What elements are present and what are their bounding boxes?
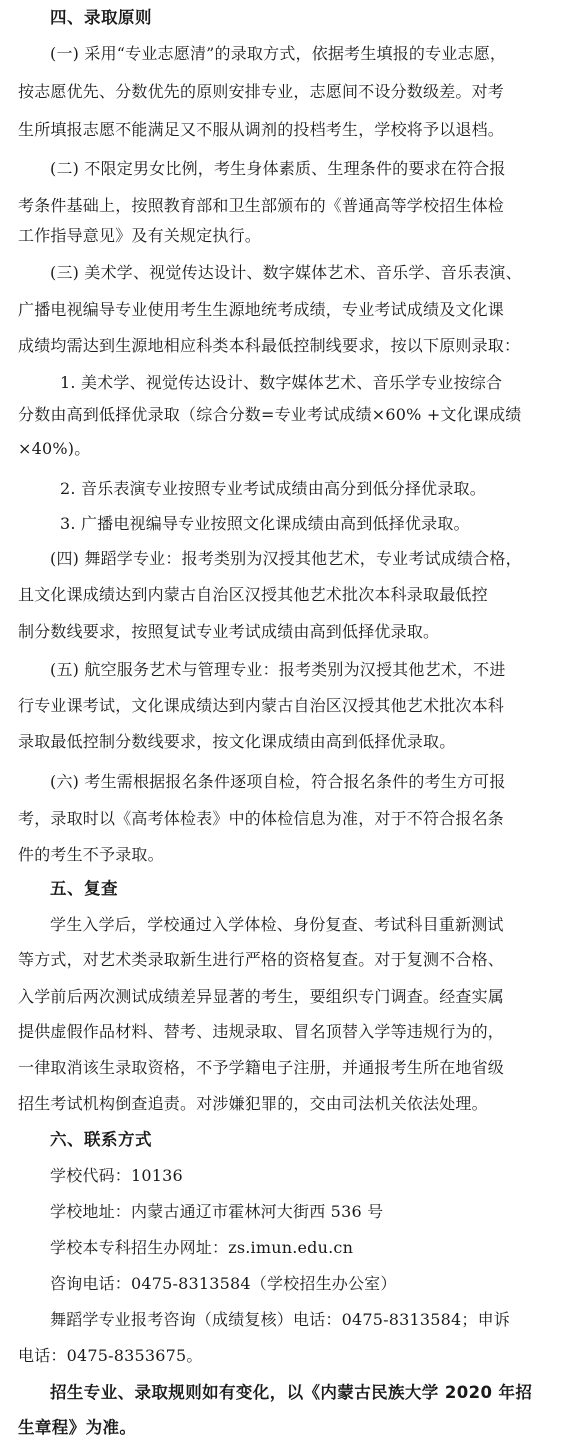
contact-dance-line2: 电话：0475-8353675。 [18,1346,203,1365]
closing-note-line2: 生章程》为准。 [18,1418,137,1437]
section4-para4-line2: 且文化课成绩达到内蒙古自治区汉授其他艺术批次本科录取最低控 [18,585,488,604]
section4-para3-line2: 广播电视编导专业使用考生生源地统考成绩，专业考试成绩及文化课 [18,300,505,319]
section4-item3: 3. 广播电视编导专业按照文化课成绩由高到低择优录取。 [60,514,470,533]
closing-note-line1: 招生专业、录取规则如有变化，以《内蒙古民族大学 2020 年招 [50,1383,533,1402]
section4-heading: 四、录取原则 [50,8,152,27]
contact-school-code: 学校代码：10136 [50,1166,183,1185]
section4-para6-line2: 考，录取时以《高考体检表》中的体检信息为准，对于不符合报名条 [18,809,505,828]
section5-line4: 提供虚假作品材料、替考、违规录取、冒名顶替入学等违规行为的， [18,1022,505,1041]
section4-para6-line3: 件的考生不予录取。 [18,845,164,864]
section4-para5-line2: 行专业课考试，文化课成绩达到内蒙古自治区汉授其他艺术批次本科 [18,696,505,715]
section4-para1-line2: 按志愿优先、分数优先的原则安排专业，志愿间不设分数级差。对考 [18,82,505,101]
section4-item1-line1: 1. 美术学、视觉传达设计、数字媒体艺术、音乐学专业按综合 [60,373,503,392]
contact-address: 学校地址：内蒙古通辽市霍林河大街西 536 号 [50,1202,384,1221]
section4-para2-line3: 工作指导意见》及有关规定执行。 [18,226,262,245]
section4-para1-line1: (一) 采用“专业志愿清”的录取方式，依据考生填报的专业志愿， [50,44,507,63]
section4-item1-line2: 分数由高到低择优录取（综合分数=专业考试成绩×60% +文化课成绩 [18,405,522,424]
section4-para4-line1: (四) 舞蹈学专业：报考类别为汉授其他艺术，专业考试成绩合格， [50,549,522,568]
contact-website: 学校本专科招生办网址：zs.imun.edu.cn [50,1238,354,1257]
section4-item2: 2. 音乐表演专业按照专业考试成绩由高分到低分择优录取。 [60,479,486,498]
section5-heading: 五、复查 [50,879,118,898]
section4-para3-line1: (三) 美术学、视觉传达设计、数字媒体艺术、音乐学、音乐表演、 [50,263,522,282]
section4-para2-line1: (二) 不限定男女比例，考生身体素质、生理条件的要求在符合报 [50,159,506,178]
section5-line6: 招生考试机构倒查追责。对涉嫌犯罪的，交由司法机关依法处理。 [18,1094,488,1113]
section4-para4-line3: 制分数线要求，按照复试专业考试成绩由高到低择优录取。 [18,622,440,641]
section4-para6-line1: (六) 考生需根据报名条件逐项自检，符合报名条件的考生方可报 [50,772,506,791]
section4-para2-line2: 考条件基础上，按照教育部和卫生部颁布的《普通高等学校招生体检 [18,196,505,215]
section5-line2: 等方式，对艺术类录取新生进行严格的资格复查。对于复测不合格、 [18,950,505,969]
section5-line3: 入学前后两次测试成绩差异显著的考生，要组织专门调查。经查实属 [18,987,505,1006]
section6-heading: 六、联系方式 [50,1130,152,1149]
section4-para5-line1: (五) 航空服务艺术与管理专业：报考类别为汉授其他艺术，不进 [50,660,506,679]
section5-line1: 学生入学后，学校通过入学体检、身份复查、考试科目重新测试 [50,915,504,934]
section4-item1-line3: ×40%)。 [18,439,91,458]
contact-phone: 咨询电话：0475-8313584（学校招生办公室） [50,1274,397,1293]
section4-para3-line3: 成绩均需达到生源地相应科类本科最低控制线要求，按以下原则录取： [18,336,521,355]
section5-line5: 一律取消该生录取资格，不予学籍电子注册，并通报考生所在地省级 [18,1058,505,1077]
contact-dance-line1: 舞蹈学专业报考咨询（成绩复核）电话：0475-8313584；申诉 [50,1310,510,1329]
section4-para5-line3: 录取最低控制分数线要求，按文化课成绩由高到低择优录取。 [18,732,456,751]
section4-para1-line3: 生所填报志愿不能满足又不服从调剂的投档考生，学校将予以退档。 [18,120,505,139]
